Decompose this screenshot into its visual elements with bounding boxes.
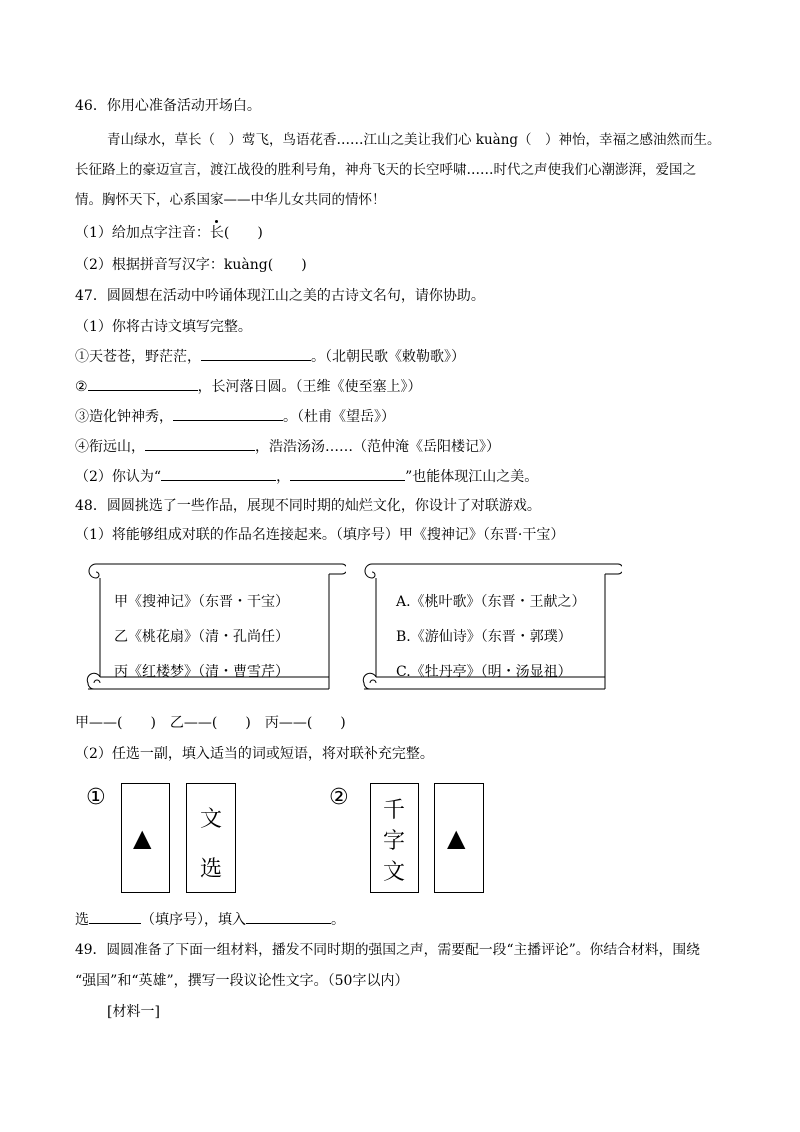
left-scroll — [84, 559, 346, 695]
couplet1-left-scroll — [121, 783, 170, 893]
triangle-icon: ▲ — [447, 824, 466, 852]
q48-match-line[interactable]: 甲——( ) 乙——( ) 丙——( ) — [75, 715, 346, 731]
q46-title: 46．你用心准备活动开场白。 — [75, 98, 261, 114]
couplet1-number: ① — [86, 785, 106, 810]
left-item-yi: 乙《桃花扇》（清・孔尚任） — [114, 629, 289, 645]
q47-line2-blank[interactable] — [88, 376, 198, 391]
q47-sub2-text: （2）你认为“ — [75, 469, 162, 485]
couplet2-char2: 字 — [383, 829, 406, 854]
couplet1-char2: 选 — [200, 857, 223, 882]
q48-fill-select: 选 — [75, 912, 89, 928]
q48-fill-blank1[interactable] — [89, 909, 141, 924]
q47-line4-text: ④衔远山， — [75, 439, 145, 455]
left-item-jia: 甲《搜神记》（东晋・干宝） — [114, 594, 289, 610]
q47-line3-text: ③造化钟神秀， — [75, 409, 173, 425]
q48-fill-line — [75, 909, 345, 930]
couplet2-char1: 千 — [383, 798, 406, 823]
q48-fill-blank2[interactable] — [246, 909, 331, 924]
q47-title: 47．圆圆想在活动中吟诵体现江山之美的古诗文名句，请你协助。 — [75, 288, 485, 304]
couplet2-right-scroll — [434, 783, 484, 893]
right-scroll — [360, 559, 622, 695]
couplet2-left-scroll — [370, 783, 419, 893]
q47-line1-text: ①天苍苍，野茫茫， — [75, 349, 201, 365]
q47-line2-text: ，长河落日圆。（王维《使至塞上》） — [197, 379, 422, 395]
q47-line4-blank[interactable] — [145, 436, 255, 451]
q49-line1: 49．圆圆准备了下面一组材料，播发不同时期的强国之声，需要配一段“主播评论”。你结合材料，围绕 — [75, 942, 700, 958]
q47-line4-source: ，浩浩汤汤……（范仲淹《岳阳楼记》） — [255, 439, 500, 455]
left-item-bing: 丙《红楼梦》（清・曹雪芹） — [114, 664, 289, 680]
q46-sub1-answer[interactable]: ( ) — [223, 225, 263, 241]
q48-fill-text: （填序号），填入 — [141, 912, 246, 928]
q47-line1 — [75, 346, 465, 367]
q46-dotted-char: 长 — [209, 225, 224, 241]
q47-line4 — [75, 436, 500, 457]
q47-sub2-comma: ， — [276, 469, 291, 485]
q47-line2-num: ② — [75, 379, 88, 395]
couplet2-char3: 文 — [383, 860, 406, 885]
q48-sub1: （1）将能够组成对联的作品名连接起来。（填序号）甲《搜神记》（东晋·干宝） — [75, 527, 565, 543]
q47-line1-source: 。（北朝民歌《敕勒歌》） — [311, 349, 465, 365]
couplet2-number: ② — [329, 785, 349, 810]
right-item-b: B.《游仙诗》（东晋・郭璞） — [396, 629, 572, 645]
q47-sub1: （1）你将古诗文填写完整。 — [75, 319, 252, 335]
q46-paragraph-line1: 青山绿水，草长（ ）莺飞，鸟语花香……江山之美让我们心 kuàng（ ）神怡，幸福之感油然而生。 — [107, 132, 721, 148]
q48-title: 48．圆圆挑选了一些作品，展现不同时期的灿烂文化，你设计了对联游戏。 — [75, 498, 541, 514]
q49-line2: “强国”和“英雄”，撰写一段议论性文字。（50字以内） — [75, 973, 409, 989]
q47-sub2-end: ”也能体现江山之美。 — [405, 469, 539, 485]
q47-line3-blank[interactable] — [173, 406, 283, 421]
q47-line2 — [75, 376, 422, 397]
q46-sub1 — [75, 223, 263, 243]
q47-sub2 — [75, 466, 538, 487]
q48-fill-end: 。 — [331, 912, 345, 928]
q48-sub2: （2）任选一副，填入适当的词或短语，将对联补充完整。 — [75, 746, 434, 762]
q47-sub2-blank1[interactable] — [161, 466, 276, 481]
triangle-icon: ▲ — [133, 824, 152, 852]
q47-line1-blank[interactable] — [201, 346, 311, 361]
q46-paragraph-line2: 长征路上的豪迈宣言，渡江战役的胜利号角，神舟飞天的长空呼啸……时代之声使我们心潮澎湃，爱国之 — [75, 162, 696, 178]
q46-paragraph-line3: 情。胸怀天下，心系国家——中华儿女共同的情怀！ — [75, 192, 386, 208]
right-item-c: C.《牡丹亭》（明・汤显祖） — [396, 664, 572, 680]
q47-line3 — [75, 406, 395, 427]
q47-line3-source: 。（杜甫《望岳》） — [283, 409, 395, 425]
q49-material-label: [材料一] — [107, 1004, 160, 1020]
couplet1-right-scroll — [186, 783, 236, 893]
right-item-a: A.《桃叶歌》（东晋・王献之） — [396, 594, 586, 610]
q46-sub2: （2）根据拼音写汉字：kuàng( ) — [75, 257, 307, 273]
couplet1-char1: 文 — [200, 807, 223, 832]
q46-sub1-label: （1）给加点字注音： — [75, 225, 210, 241]
q47-sub2-blank2[interactable] — [290, 466, 405, 481]
